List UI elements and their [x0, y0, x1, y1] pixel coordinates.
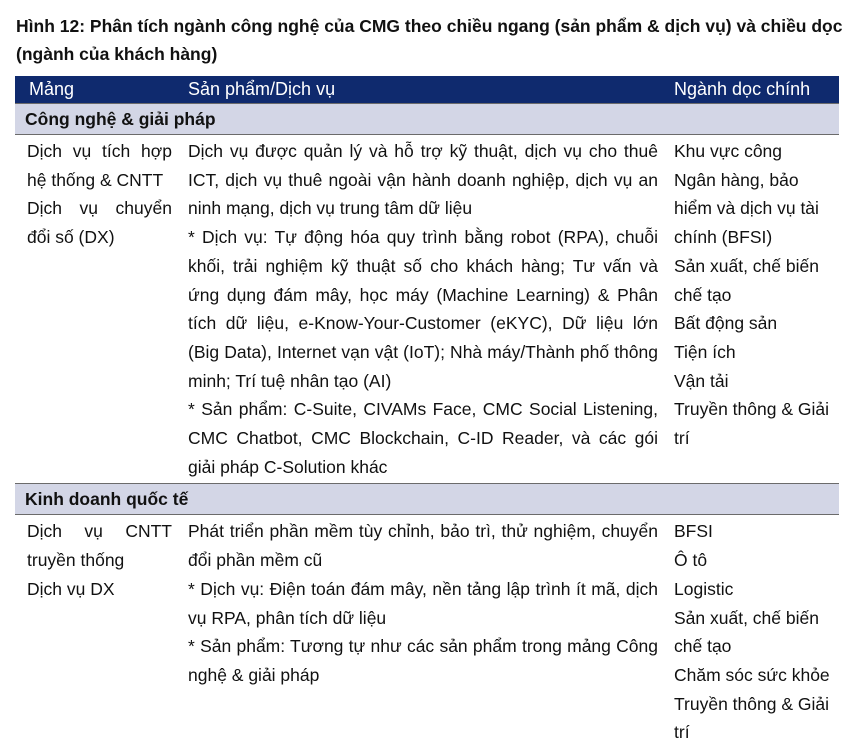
product-item: Phát triển phần mềm tùy chỉnh, bảo trì, thử nghiệm, chuyển đổi phần mềm cũ [188, 521, 658, 571]
vertical-item: Tiện ích [674, 341, 736, 362]
segment-cell [15, 135, 178, 484]
segment-cell [15, 515, 178, 745]
segment-item: Dịch vụ chuyển đổi số (DX) [27, 198, 172, 248]
vertical-item: Vận tải [674, 370, 729, 391]
vertical-item: Ô tô [674, 550, 708, 571]
vertical-item: Sản xuất, chế biến chế tạo [674, 607, 819, 657]
section-title: Công nghệ & giải pháp [15, 104, 839, 135]
section-row-international [15, 484, 839, 515]
vertical-item: Sản xuất, chế biến chế tạo [674, 255, 819, 305]
product-item: Dịch vụ được quản lý và hỗ trợ kỹ thuật, dịch vụ cho thuê ICT, dịch vụ thuê ngoài vận hành doanh nghiệp, dịch vụ an ninh mạng, dịch vụ trung tâm dữ liệu [188, 141, 658, 219]
header-verticals: Ngành dọc chính [662, 76, 839, 104]
products-cell [178, 515, 662, 745]
product-item: * Sản phẩm: C-Suite, CIVAMs Face, CMC Social Listening, CMC Chatbot, CMC Blockchain, C-ID Reader, và các gói giải pháp C-Solution khác [188, 399, 658, 477]
vertical-item: Chăm sóc sức khỏe [674, 664, 830, 685]
vertical-item: Bất động sản [674, 313, 778, 334]
segment-item: Dịch vụ DX [27, 578, 115, 599]
product-item: * Dịch vụ: Điện toán đám mây, nền tảng lập trình ít mã, dịch vụ RPA, phân tích dữ liệu [188, 578, 658, 628]
vertical-item: Truyền thông & Giải trí [674, 399, 829, 449]
vertical-item: Truyền thông & Giải trí [674, 693, 829, 743]
table-row [15, 515, 839, 745]
vertical-item: BFSI [674, 521, 713, 542]
table-row [15, 135, 839, 484]
cmg-industry-table [15, 76, 839, 745]
verticals-cell [662, 135, 839, 484]
verticals-cell [662, 515, 839, 745]
figure-title: Hình 12: Phân tích ngành công nghệ của CMG theo chiều ngang (sản phẩm & dịch vụ) và chiều dọc (ngành của khách hàng) [16, 16, 843, 64]
section-row-tech-solutions [15, 104, 839, 135]
table-header-row [15, 76, 839, 104]
segment-item: Dịch vụ CNTT truyền thống [27, 521, 172, 571]
vertical-item: Khu vực công [674, 141, 783, 161]
section-title: Kinh doanh quốc tế [15, 484, 839, 515]
vertical-item: Ngân hàng, bảo hiểm và dịch vụ tài chính (BFSI) [674, 169, 819, 248]
product-item: * Dịch vụ: Tự động hóa quy trình bằng robot (RPA), chuỗi khối, trải nghiệm kỹ thuật số cho khách hàng; Tư vấn và ứng dụng đám mây, học máy (Machine Learning) & Phân tích dữ liệu, e-Know-Your-Customer (eKYC), Dữ liệu lớn (Big Data), Internet vạn vật (IoT); Nhà máy/Thành phố thông minh; Trí tuệ nhân tạo (AI) [188, 227, 658, 391]
products-cell [178, 135, 662, 484]
header-products: Sản phẩm/Dịch vụ [178, 76, 662, 104]
segment-item: Dịch vụ tích hợp hệ thống & CNTT [27, 141, 172, 190]
header-segment: Mảng [15, 76, 178, 104]
vertical-item: Logistic [674, 578, 734, 599]
product-item: * Sản phẩm: Tương tự như các sản phẩm trong mảng Công nghệ & giải pháp [188, 636, 658, 685]
